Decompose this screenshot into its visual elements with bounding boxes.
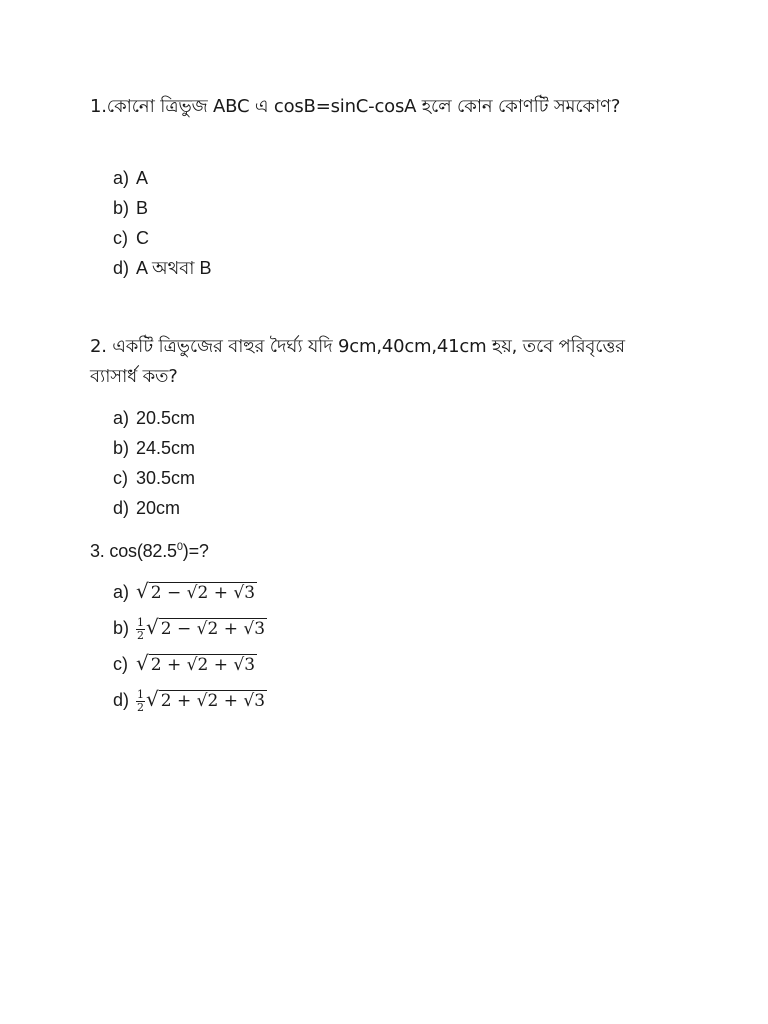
fraction-one-half: $\frac{1}{2}$ [137,688,144,714]
question-1-option-a[interactable]: a) A [113,168,149,188]
question-3-text: 3. $\cos(82.5^0)=$? [90,541,209,561]
question-1-option-d[interactable]: d) A অথবা B [113,258,212,278]
question-1-options [113,163,212,283]
math-expression: √ 2 − √2 + √3 [136,579,256,603]
fraction-one-half: $\frac{1}{2}$ [137,616,144,642]
question-1-option-b[interactable]: b) B [113,198,149,218]
math-expression: $\frac{1}{2}$ √ 2 − √2 + √3 [137,615,266,642]
question-2-text: 2. একটি ত্রিভুজের বাহুর দৈর্ঘ্য যদি 9cm,40cm,41cm হয়, তবে পরিবৃত্তের ব্যাসার্ধ কত? [90,336,625,387]
question-2-option-d[interactable]: d) 20cm [113,498,181,518]
question-3-option-b[interactable]: b) $\frac{1}{2}$ √ 2 − √2 + √3 [113,615,266,642]
question-1-option-c[interactable]: c) C [113,228,149,248]
question-2-option-c[interactable]: c) 30.5cm [113,468,196,488]
question-1-text: 1.কোনো ত্রিভুজ ABC এ cosB=sinC-cosA হলে কোন কোণটি সমকোণ? [90,96,621,117]
math-expression: √ 2 + √2 + √3 [136,651,256,675]
question-2-options [113,403,195,523]
question-3-option-d[interactable]: d) $\frac{1}{2}$ √ 2 + √2 + √3 [113,687,266,714]
question-3-option-a[interactable]: a) √ 2 − √2 + √3 [113,579,256,603]
math-expression: $\frac{1}{2}$ √ 2 + √2 + √3 [137,687,266,714]
question-2-option-a[interactable]: a) 20.5cm [113,408,196,428]
question-3-options [113,573,267,717]
question-2-option-b[interactable]: b) 24.5cm [113,438,196,458]
question-3-option-c[interactable]: c) √ 2 + √2 + √3 [113,651,256,675]
